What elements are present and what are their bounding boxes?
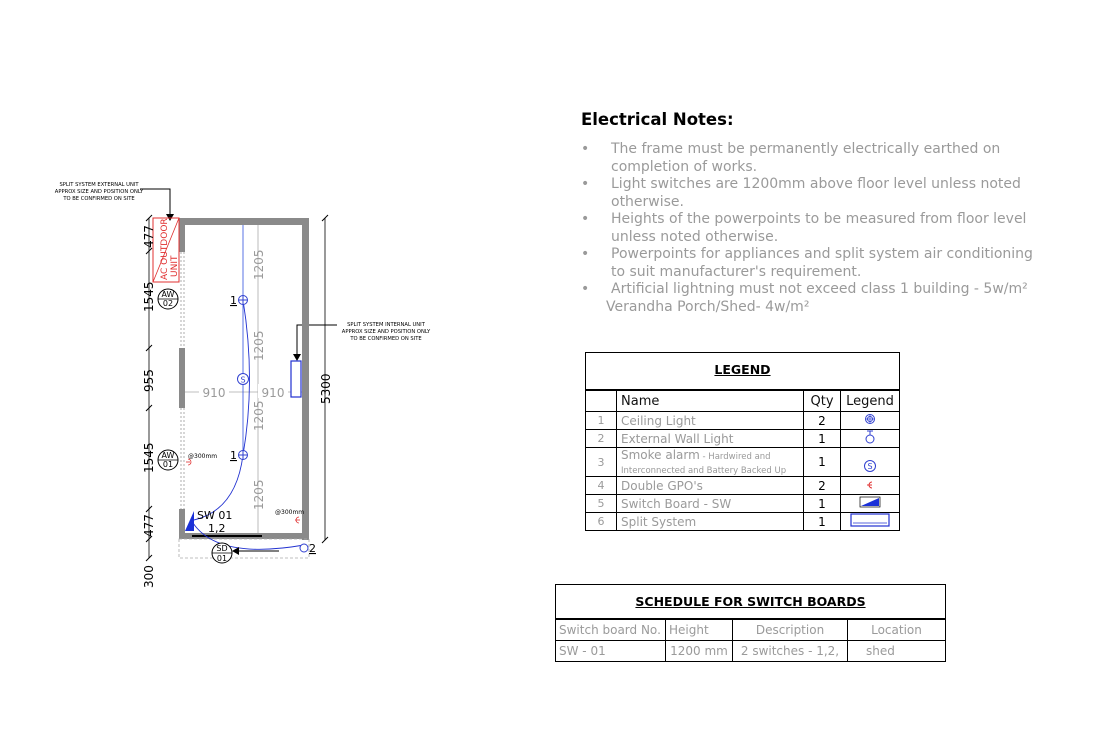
- split-system-icon: [291, 361, 301, 397]
- wiring-curve: [194, 300, 250, 520]
- wall-left-top: [179, 218, 185, 252]
- door-arrow-head: [232, 547, 239, 555]
- schedule-header-description: Description: [733, 620, 848, 641]
- light-tag-1-top: 1: [230, 294, 237, 307]
- wall-light-icon: [864, 430, 876, 444]
- legend-row-num: 3: [586, 448, 617, 477]
- dim-477-bottom: 477: [142, 514, 156, 537]
- notes-title: Electrical Notes:: [581, 110, 734, 129]
- ceiling-light-icon: [239, 451, 248, 460]
- switchboard-schedule: [555, 584, 946, 662]
- legend-header-qty: Qty: [804, 391, 841, 412]
- aw02-num: 02: [162, 299, 174, 308]
- ceiling-light-icon: [864, 413, 876, 425]
- legend-header-legend: Legend: [841, 391, 900, 412]
- dim-inner-1205-a: 1205: [252, 249, 266, 280]
- aw01-code: AW: [161, 451, 175, 460]
- legend-title: LEGEND: [586, 353, 899, 390]
- schedule-cell-number: SW - 01: [556, 641, 666, 662]
- legend-table: [585, 352, 900, 531]
- callout-ext-line-3: TO BE CONFIRMED ON SITE: [63, 196, 135, 202]
- door-tag-sd01: [212, 543, 232, 563]
- legend-row-name: Ceiling Light: [617, 412, 804, 430]
- callout-ext-line-2: APPROX SIZE AND POSITION ONLY: [54, 189, 144, 195]
- callout-int-arrow: [293, 354, 301, 361]
- legend-row-num: 2: [586, 430, 617, 448]
- legend-row-qty: 1: [804, 495, 841, 513]
- note-item: • Light switches are 1200mm above floor level unless noted otherwise.: [581, 176, 1041, 211]
- legend-header-blank: [586, 391, 617, 412]
- legend-row-qty: 1: [804, 430, 841, 448]
- note-item: • Artificial lightning must not exceed class 1 building - 5w/m²: [581, 281, 1041, 299]
- wall-right: [302, 218, 309, 540]
- dim-910-left: 910: [202, 386, 226, 400]
- callout-ext-leader: [140, 189, 170, 218]
- schedule-header-location: Location: [848, 620, 946, 641]
- legend-row-name: External Wall Light: [617, 430, 804, 448]
- legend-header-name: Name: [617, 391, 804, 412]
- wall-left-middle: [179, 348, 185, 408]
- callout-ext-line-1: SPLIT SYSTEM EXTERNAL UNIT: [59, 182, 139, 188]
- schedule-cell-description: 2 switches - 1,2,: [733, 641, 848, 662]
- dim-910-right: 910: [261, 386, 285, 400]
- sd01-code: SD: [216, 544, 228, 553]
- callout-int-line-2: APPROX SIZE AND POSITION ONLY: [341, 329, 431, 335]
- schedule-cell-height: 1200 mm: [666, 641, 733, 662]
- gpo-height-right: @300mm: [275, 509, 305, 516]
- dim-inner-1205-c: 1205: [252, 400, 266, 431]
- sw-switches: 1,2: [208, 522, 226, 535]
- legend-row-num: 5: [586, 495, 617, 513]
- dim-1545-bottom: 1545: [142, 442, 156, 473]
- split-system-icon: [850, 513, 890, 527]
- callout-external-unit: [55, 182, 144, 202]
- aw01-num: 01: [162, 460, 174, 469]
- legend-row-subtext: - Hardwired and Interconnected and Battery Backed Up: [621, 452, 787, 476]
- legend-row-num: 1: [586, 412, 617, 430]
- svg-text:S: S: [867, 462, 873, 471]
- window-tag-aw01: [158, 450, 178, 470]
- gpo-icon: [295, 517, 300, 523]
- schedule-title: SCHEDULE FOR SWITCH BOARDS: [556, 585, 945, 619]
- legend-row-qty: 1: [804, 513, 841, 531]
- switch-board-icon: [859, 496, 881, 508]
- sd01-num: 01: [216, 554, 228, 563]
- dim-inner-1205-b: 1205: [252, 330, 266, 361]
- callout-internal-unit: [342, 322, 431, 342]
- ext-light-tag: 2: [309, 542, 316, 555]
- window-tag-aw02: [158, 289, 178, 309]
- legend-row-qty: 1: [804, 448, 841, 477]
- ac-unit-label: UNIT: [170, 255, 180, 277]
- wall-top: [179, 218, 309, 225]
- note-extra: Verandha Porch/Shed- 4w/m²: [606, 298, 810, 315]
- switch-board-icon: [185, 511, 194, 531]
- note-item: • The frame must be permanently electrically earthed on completion of works.: [581, 141, 1041, 176]
- smoke-alarm-icon: [863, 459, 877, 473]
- legend-row-name: Switch Board - SW: [617, 495, 804, 513]
- dim-300: 300: [142, 565, 156, 588]
- wall-light-icon: [300, 544, 308, 552]
- legend-row-qty: 2: [804, 412, 841, 430]
- callout-int-line-1: SPLIT SYSTEM INTERNAL UNIT: [347, 322, 425, 328]
- schedule-header-number: Switch board No.: [556, 620, 666, 641]
- smoke-alarm-icon: [238, 374, 249, 385]
- legend-row-num: 4: [586, 477, 617, 495]
- legend-row-name: Double GPO's: [617, 477, 804, 495]
- legend-row-num: 6: [586, 513, 617, 531]
- gpo-height-left: @300mm: [188, 453, 218, 460]
- legend-row-name: Split System: [617, 513, 804, 531]
- legend-row-qty: 2: [804, 477, 841, 495]
- notes-list: [581, 141, 1041, 299]
- schedule-cell-location: shed: [848, 641, 946, 662]
- dim-inner-1205-d: 1205: [252, 479, 266, 510]
- sw-label: SW 01: [197, 509, 233, 522]
- dim-1545-top: 1545: [142, 281, 156, 312]
- wall-left-bottom: [179, 509, 185, 539]
- note-item: • Heights of the powerpoints to be measured from floor level unless noted otherwise.: [581, 211, 1041, 246]
- callout-int-line-3: TO BE CONFIRMED ON SITE: [350, 336, 422, 342]
- electrical-notes: [581, 110, 1041, 316]
- light-tag-1-bottom: 1: [230, 449, 237, 462]
- aw02-code: AW: [161, 290, 175, 299]
- dim-477-top: 477: [142, 225, 156, 248]
- gpo-icon: [865, 480, 875, 490]
- ceiling-light-icon: [239, 296, 248, 305]
- note-item: • Powerpoints for appliances and split system air conditioning to suit manufacturer's requirement.: [581, 246, 1041, 281]
- svg-text:S: S: [240, 375, 246, 385]
- dim-955: 955: [142, 369, 156, 392]
- legend-row-name: Smoke alarm: [621, 448, 700, 462]
- schedule-header-height: Height: [666, 620, 733, 641]
- ac-outdoor-label: AC OUTDOOR: [160, 218, 170, 280]
- dim-5300: 5300: [319, 373, 333, 404]
